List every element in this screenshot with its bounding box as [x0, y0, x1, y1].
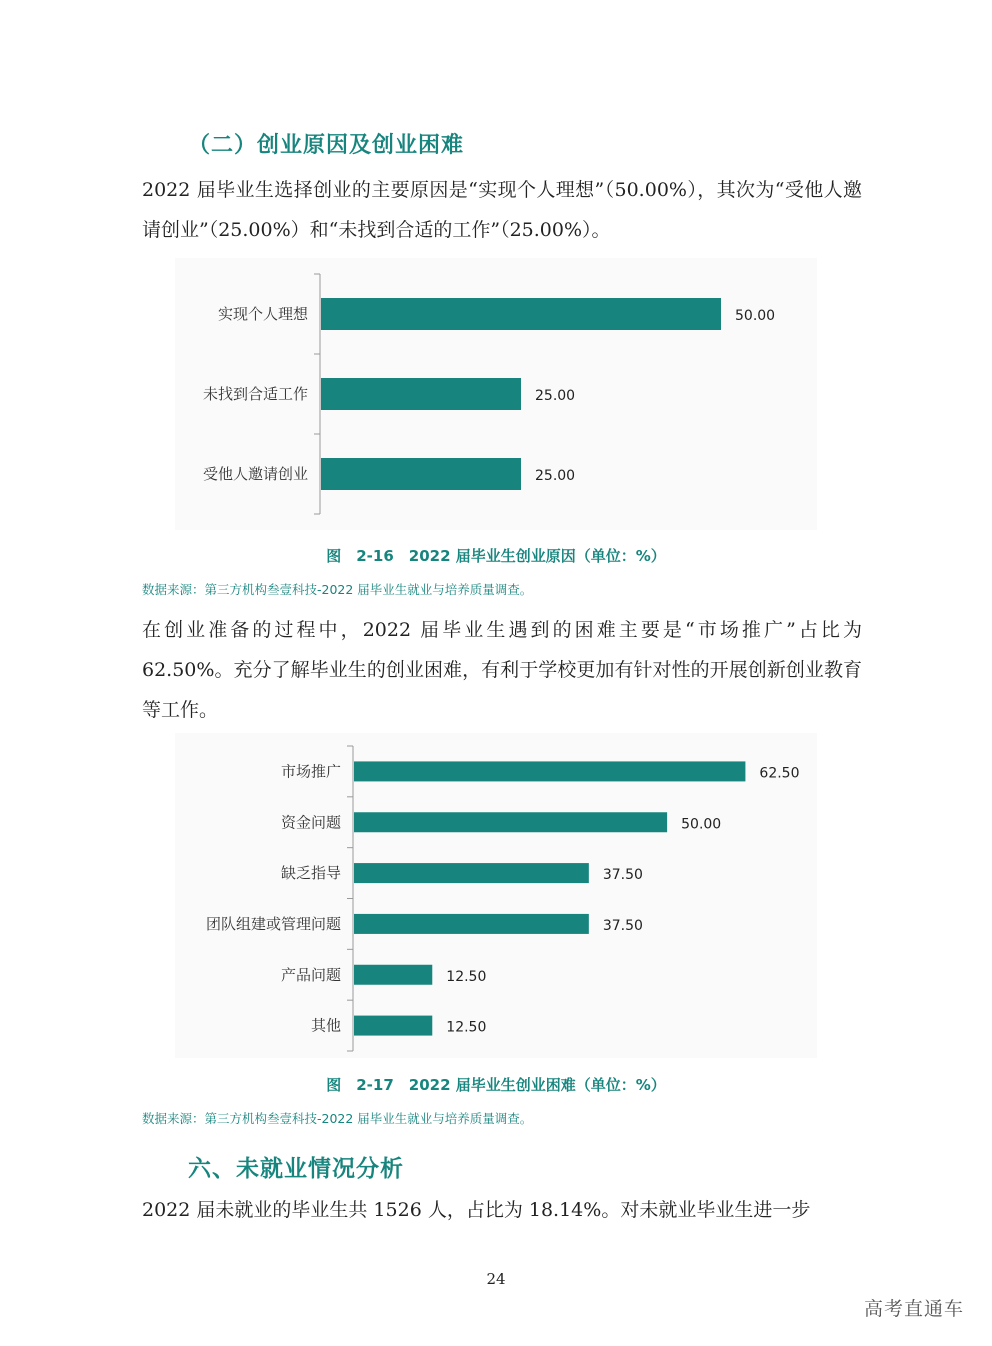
category-label: 资金问题 [280, 813, 341, 832]
bar [354, 863, 589, 883]
data-source-note: 数据来源：第三方机构叁壹科技-2022 届毕业生就业与培养质量调查。 [142, 582, 533, 597]
figure-caption: 图 2-17 2022 届毕业生创业困难（单位：%） [326, 1076, 666, 1094]
data-label: 12.50 [446, 1019, 487, 1036]
data-label: 12.50 [446, 968, 487, 985]
paragraph-difficulties: 在创业准备的过程中，2022 届毕业生遇到的困难主要是“市场推广”占比为 62.50%。充分了解毕业生的创业困难，有利于学校更加有针对性的开展创新创业教育等工作。 [142, 619, 862, 721]
category-label: 受他人邀请创业 [202, 465, 308, 483]
bar [354, 965, 432, 985]
category-label: 市场推广 [280, 762, 341, 781]
category-label: 未找到合适工作 [202, 385, 308, 403]
data-source-note: 数据来源：第三方机构叁壹科技-2022 届毕业生就业与培养质量调查。 [142, 1111, 533, 1126]
data-label: 25.00 [535, 388, 576, 404]
category-label: 其他 [310, 1016, 341, 1035]
paragraph-reasons: 2022 届毕业生选择创业的主要原因是“实现个人理想”（50.00%），其次为“受他人邀请创业”（25.00%）和“未找到合适的工作”（25.00%）。 [142, 179, 862, 241]
bar-chart-svg [175, 258, 817, 530]
data-label: 50.00 [735, 308, 776, 324]
data-label: 62.50 [759, 765, 800, 782]
bar [321, 378, 521, 410]
section-heading: 六、未就业情况分析 [188, 1156, 404, 1182]
category-label: 产品问题 [280, 965, 341, 984]
data-label: 37.50 [602, 917, 643, 934]
bar [354, 761, 745, 781]
watermark-logo: 高考直通车 [863, 1298, 964, 1320]
chart-startup-reasons [175, 258, 817, 530]
bar [354, 914, 589, 934]
section-heading: （二）创业原因及创业困难 [188, 133, 465, 158]
chart-startup-difficulties [175, 733, 817, 1058]
paragraph-unemployed: 2022 届未就业的毕业生共 1526 人，占比为 18.14%。对未就业毕业生进一步 [142, 1199, 811, 1221]
category-label: 团队组建或管理问题 [205, 914, 341, 933]
bar [354, 1016, 432, 1036]
figure-caption: 图 2-16 2022 届毕业生创业原因（单位：%） [326, 547, 666, 565]
data-label: 50.00 [681, 816, 722, 833]
page-number: 24 [486, 1270, 506, 1288]
bar-chart-svg [175, 733, 817, 1058]
bar [321, 458, 521, 490]
bar [321, 298, 721, 330]
data-label: 37.50 [602, 867, 643, 884]
data-label: 25.00 [535, 468, 576, 484]
category-label: 实现个人理想 [217, 305, 308, 323]
bar [354, 812, 667, 832]
category-label: 缺乏指导 [280, 864, 341, 883]
